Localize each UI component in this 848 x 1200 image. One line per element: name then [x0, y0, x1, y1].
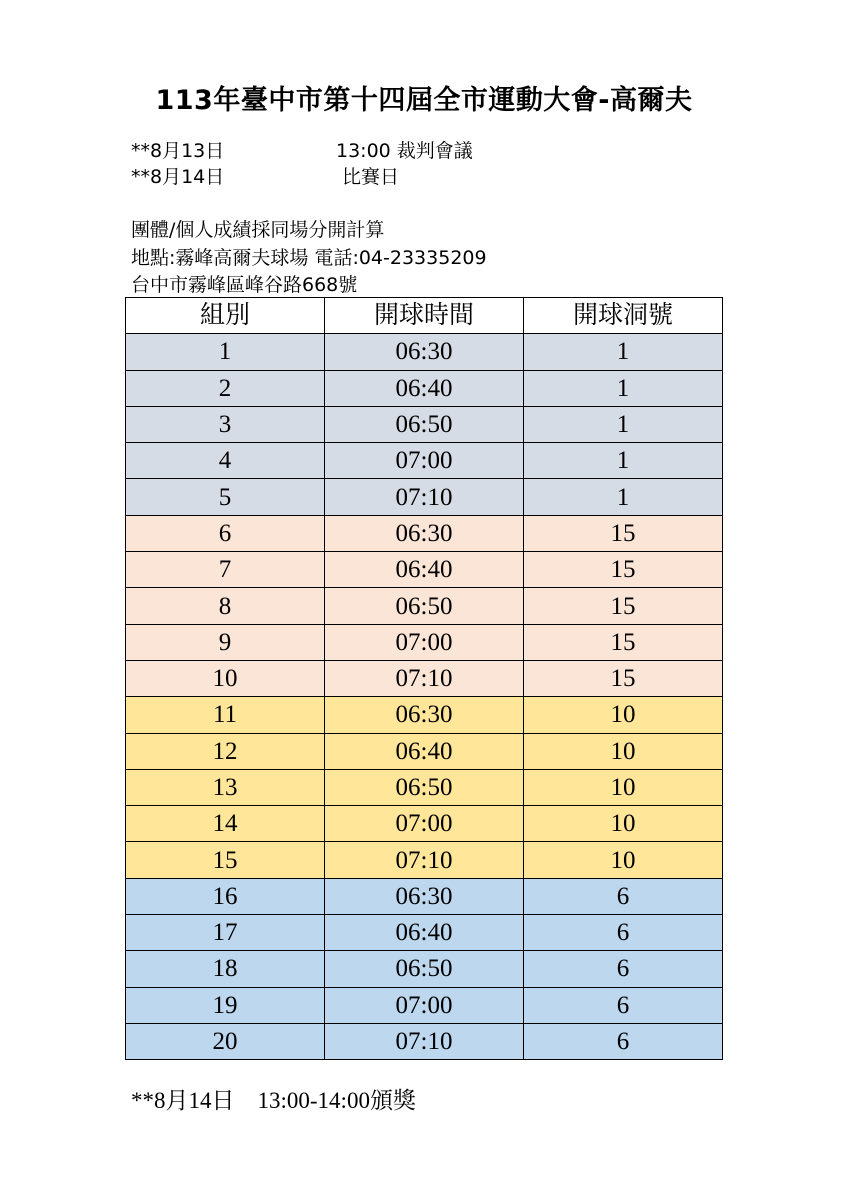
tee-time-cell: 07:10	[325, 842, 524, 878]
tee-hole-cell: 10	[524, 733, 723, 769]
table-row	[126, 733, 723, 769]
tee-time-cell: 07:10	[325, 1023, 524, 1059]
tee-hole-cell: 6	[524, 915, 723, 951]
group-cell: 12	[126, 733, 325, 769]
group-cell: 4	[126, 443, 325, 479]
schedule-event: 比賽日	[342, 166, 400, 188]
group-cell: 1	[126, 334, 325, 370]
group-cell: 10	[126, 660, 325, 696]
header-tee-time: 開球時間	[325, 298, 524, 334]
header-tee-hole: 開球洞號	[524, 298, 723, 334]
tee-hole-cell: 10	[524, 697, 723, 733]
table-header-row	[126, 298, 723, 334]
tee-hole-cell: 1	[524, 443, 723, 479]
table-row	[126, 987, 723, 1023]
group-cell: 3	[126, 406, 325, 442]
tee-hole-cell: 6	[524, 987, 723, 1023]
table-body	[126, 334, 723, 1060]
group-cell: 14	[126, 806, 325, 842]
tee-time-cell: 06:40	[325, 733, 524, 769]
table-row	[126, 697, 723, 733]
table-row	[126, 878, 723, 914]
tee-time-cell: 06:50	[325, 951, 524, 987]
tee-time-cell: 07:10	[325, 479, 524, 515]
table-row	[126, 806, 723, 842]
tee-time-cell: 07:10	[325, 660, 524, 696]
schedule-date: **8月14日	[131, 166, 225, 188]
group-cell: 20	[126, 1023, 325, 1059]
tee-hole-cell: 15	[524, 624, 723, 660]
group-cell: 5	[126, 479, 325, 515]
tee-hole-cell: 6	[524, 1023, 723, 1059]
schedule-event: 13:00 裁判會議	[336, 140, 473, 162]
tee-hole-cell: 1	[524, 334, 723, 370]
table-row	[126, 515, 723, 551]
page-title: 113年臺中市第十四屆全市運動大會-高爾夫	[155, 85, 693, 116]
tee-time-cell: 06:50	[325, 588, 524, 624]
group-cell: 11	[126, 697, 325, 733]
group-cell: 2	[126, 370, 325, 406]
tee-time-cell: 06:40	[325, 552, 524, 588]
table-row	[126, 406, 723, 442]
address-note: 台中市霧峰區峰谷路668號	[131, 274, 358, 296]
table-row	[126, 479, 723, 515]
tee-hole-cell: 1	[524, 370, 723, 406]
group-cell: 9	[126, 624, 325, 660]
group-cell: 6	[126, 515, 325, 551]
table-row	[126, 1023, 723, 1059]
tee-time-cell: 06:50	[325, 406, 524, 442]
tee-hole-cell: 15	[524, 660, 723, 696]
tee-hole-cell: 15	[524, 552, 723, 588]
scoring-note: 團體/個人成績採同場分開計算	[131, 219, 385, 241]
tee-hole-cell: 10	[524, 842, 723, 878]
tee-time-cell: 06:40	[325, 370, 524, 406]
table-row	[126, 769, 723, 805]
tee-hole-cell: 15	[524, 588, 723, 624]
table-row	[126, 552, 723, 588]
tee-time-cell: 06:50	[325, 769, 524, 805]
tee-time-cell: 07:00	[325, 443, 524, 479]
tee-time-cell: 07:00	[325, 624, 524, 660]
tee-hole-cell: 6	[524, 951, 723, 987]
tee-hole-cell: 1	[524, 479, 723, 515]
tee-hole-cell: 15	[524, 515, 723, 551]
table-row	[126, 842, 723, 878]
schedule-line-match	[131, 162, 400, 189]
table-row	[126, 624, 723, 660]
group-cell: 17	[126, 915, 325, 951]
group-cell: 18	[126, 951, 325, 987]
group-cell: 16	[126, 878, 325, 914]
table-row	[126, 370, 723, 406]
group-cell: 19	[126, 987, 325, 1023]
tee-hole-cell: 10	[524, 806, 723, 842]
tee-hole-cell: 6	[524, 878, 723, 914]
group-cell: 8	[126, 588, 325, 624]
tee-time-table	[125, 297, 723, 1060]
schedule-date: **8月13日	[131, 140, 225, 162]
tee-time-cell: 06:30	[325, 515, 524, 551]
header-group: 組別	[126, 298, 325, 334]
table-row	[126, 660, 723, 696]
tee-time-cell: 06:40	[325, 915, 524, 951]
table-row	[126, 443, 723, 479]
tee-hole-cell: 1	[524, 406, 723, 442]
tee-time-cell: 06:30	[325, 334, 524, 370]
schedule-line-meeting	[131, 136, 473, 163]
award-ceremony-note: **8月14日 13:00-14:00頒獎	[131, 1088, 416, 1113]
table-row	[126, 588, 723, 624]
tee-time-cell: 07:00	[325, 806, 524, 842]
tee-time-cell: 06:30	[325, 878, 524, 914]
table-row	[126, 334, 723, 370]
table-row	[126, 951, 723, 987]
tee-time-cell: 07:00	[325, 987, 524, 1023]
table-row	[126, 915, 723, 951]
tee-time-cell: 06:30	[325, 697, 524, 733]
group-cell: 15	[126, 842, 325, 878]
group-cell: 13	[126, 769, 325, 805]
group-cell: 7	[126, 552, 325, 588]
tee-hole-cell: 10	[524, 769, 723, 805]
location-note: 地點:霧峰高爾夫球場 電話:04-23335209	[131, 247, 487, 269]
